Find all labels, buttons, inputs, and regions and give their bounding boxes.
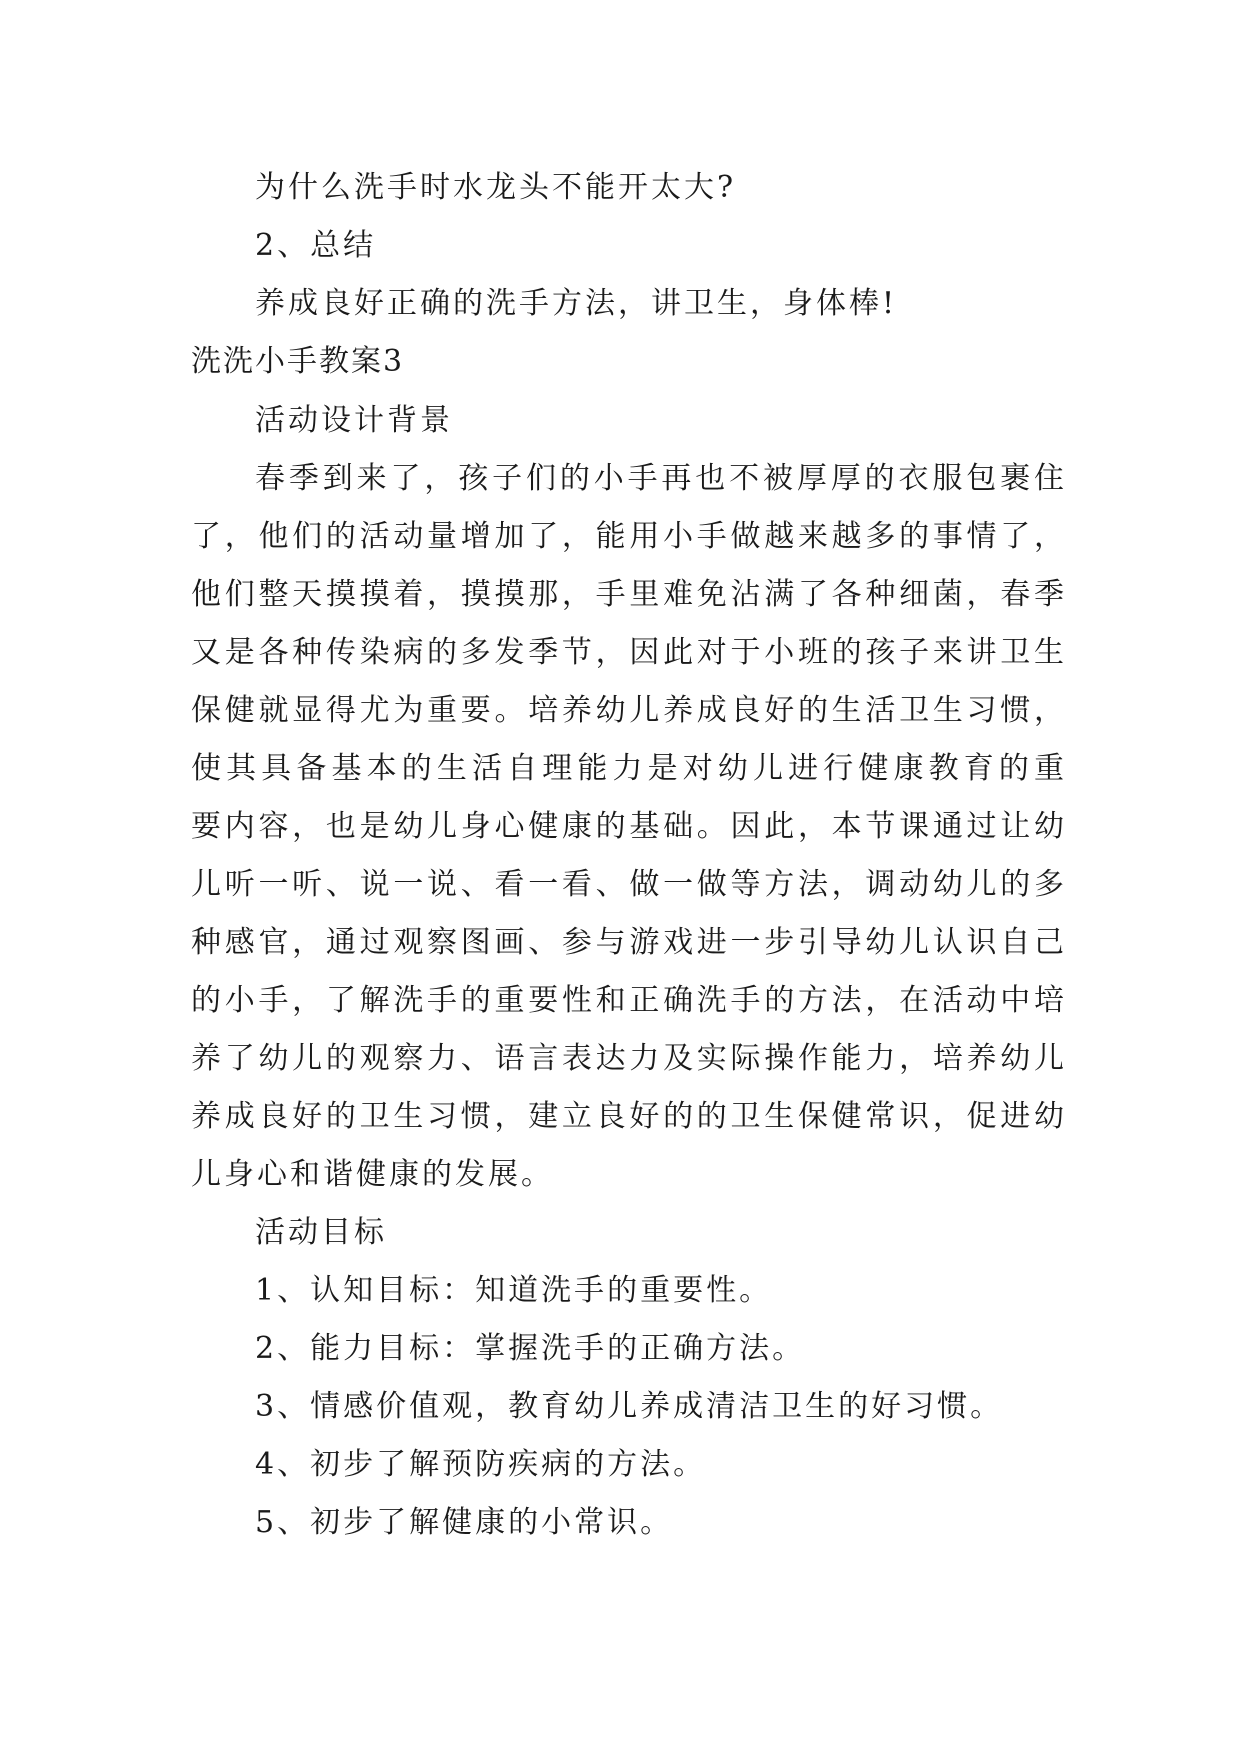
objective-item: 3、情感价值观，教育幼儿养成清洁卫生的好习惯。 [255,1389,1004,1424]
paragraph-line: 保健就显得尤为重要。培养幼儿养成良好的生活卫生习惯， [191,693,1064,728]
paragraph-line: 又是各种传染病的多发季节，因此对于小班的孩子来讲卫生 [191,635,1064,670]
objective-item: 2、能力目标：掌握洗手的正确方法。 [255,1331,806,1366]
paragraph-line: 春季到来了，孩子们的小手再也不被厚厚的衣服包裹住 [255,461,1064,496]
paragraph-line: 了，他们的活动量增加了，能用小手做越来越多的事情了， [191,519,1064,554]
paragraph-line: 养了幼儿的观察力、语言表达力及实际操作能力，培养幼儿 [191,1041,1064,1076]
paragraph-line: 要内容，也是幼儿身心健康的基础。因此，本节课通过让幼 [191,809,1064,844]
objective-item: 1、认知目标：知道洗手的重要性。 [255,1273,773,1308]
section-summary: 2、总结 [255,228,377,263]
paragraph-line: 养成良好的卫生习惯，建立良好的的卫生保健常识，促进幼 [191,1099,1064,1134]
paragraph-line: 儿听一听、说一说、看一看、做一做等方法，调动幼儿的多 [191,867,1064,902]
paragraph-line: 的小手，了解洗手的重要性和正确洗手的方法，在活动中培 [191,983,1064,1018]
question-line: 为什么洗手时水龙头不能开太大? [255,170,737,205]
summary-text: 养成良好正确的洗手方法，讲卫生，身体棒! [255,286,898,321]
lesson-title: 洗洗小手教案3 [191,344,405,379]
paragraph-line: 种感官，通过观察图画、参与游戏进一步引导幼儿认识自己 [191,925,1064,960]
paragraph-line: 使其具备基本的生活自理能力是对幼儿进行健康教育的重 [191,751,1064,786]
objectives-heading: 活动目标 [255,1215,387,1250]
objective-item: 4、初步了解预防疾病的方法。 [255,1447,707,1482]
background-heading: 活动设计背景 [255,403,453,438]
objective-item: 5、初步了解健康的小常识。 [255,1505,674,1540]
paragraph-line: 儿身心和谐健康的发展。 [191,1157,554,1192]
paragraph-line: 他们整天摸摸着，摸摸那，手里难免沾满了各种细菌，春季 [191,577,1064,612]
